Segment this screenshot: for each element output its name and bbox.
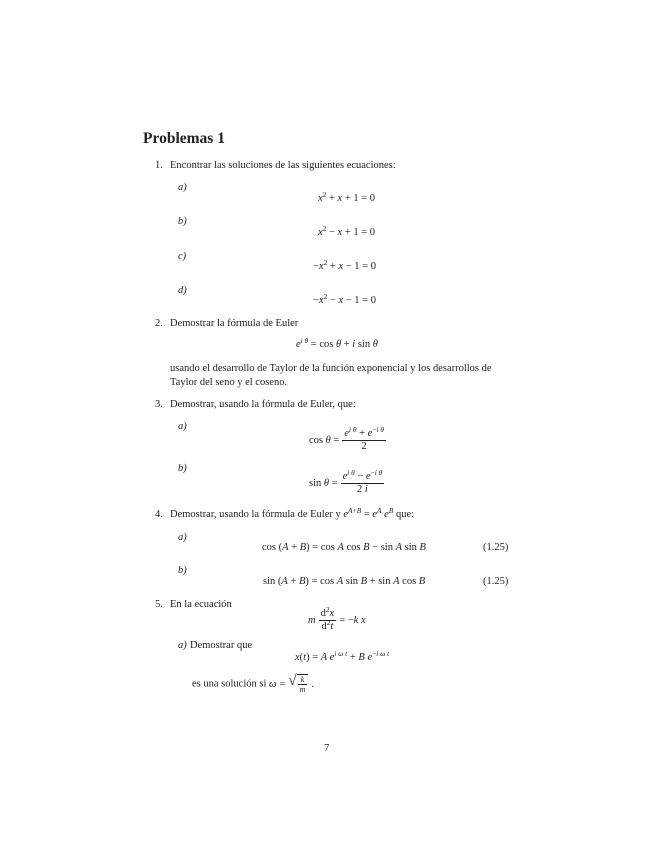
problem-3-statement: Demostrar, usando la fórmula de Euler, que: [170, 399, 356, 410]
problem-3a-equation: cos θ = $\frac{e^{i \theta} + e^{-i \theta}}{2}$ [309, 424, 384, 453]
problem-4a-equation: cos (A + B) = cos A cos B − sin A sin B [262, 542, 426, 553]
problem-2-statement: Demostrar la fórmula de Euler [170, 318, 299, 329]
problem-5-number: 5. [155, 599, 163, 610]
problem-1c-label: c) [178, 251, 187, 262]
page-title: Problemas 1 [143, 130, 225, 147]
problem-5a-closing: es una solución si ω = √ $\frac{k}{m}$ . [192, 673, 314, 695]
problem-1b-label: b) [178, 216, 187, 227]
problem-5-equation: m $\frac{d^2x}{d^2t}$ = −k x [308, 604, 366, 633]
problem-4a-label: a) [178, 532, 187, 543]
problem-4b-label: b) [178, 565, 187, 576]
problem-2-number: 2. [155, 318, 163, 329]
problem-5a-statement: Demostrar que [190, 640, 253, 651]
problem-5a-label: a) [178, 640, 187, 651]
problem-2-equation: $e^{i \theta} = \cos \theta + i$ sin θ [296, 335, 378, 350]
problem-4b-equation: sin (A + B) = cos A sin B + sin A cos B [263, 576, 426, 587]
problem-1c-equation: $-x^2 + x - 1 = 0$ [313, 257, 376, 272]
problem-4-number: 4. [155, 509, 163, 520]
problem-3b-label: b) [178, 463, 187, 474]
problem-1-number: 1. [155, 160, 163, 171]
problem-4-statement: Demostrar, usando la fórmula de Euler y $e^{A+B} = e^A$ $e^B$ que: [170, 505, 415, 520]
problem-1d-label: d) [178, 285, 187, 296]
problem-1d-equation: $-x^2 - x - 1 = 0$ [313, 291, 376, 306]
page-number: 7 [324, 743, 330, 754]
problem-2-text-line1: usando el desarrollo de Taylor de la función exponencial y los desarrollos de [170, 363, 492, 374]
problem-2-text-line2: Taylor del seno y el coseno. [170, 377, 288, 388]
problem-1b-equation: $x^2 - x + 1 = 0$ [318, 223, 376, 238]
problem-4b-equation-tag: (1.25) [483, 576, 509, 587]
problem-3-number: 3. [155, 399, 163, 410]
problem-5a-equation: x(t) = A $e^{i \omega t} + B$ $e^{-i \omega t}$ [295, 648, 390, 663]
problem-5-statement: En la ecuación [170, 599, 232, 610]
problem-4a-equation-tag: (1.25) [483, 542, 509, 553]
problem-3a-label: a) [178, 421, 187, 432]
problem-1-statement: Encontrar las soluciones de las siguientes ecuaciones: [170, 160, 396, 171]
problem-3b-equation: sin θ = $\frac{e^{i \theta} - e^{-i \theta}}{2 i}$ [309, 467, 383, 496]
problem-1a-equation: $x^2 + x + 1 = 0$ [318, 189, 376, 204]
problem-1a-label: a) [178, 182, 187, 193]
